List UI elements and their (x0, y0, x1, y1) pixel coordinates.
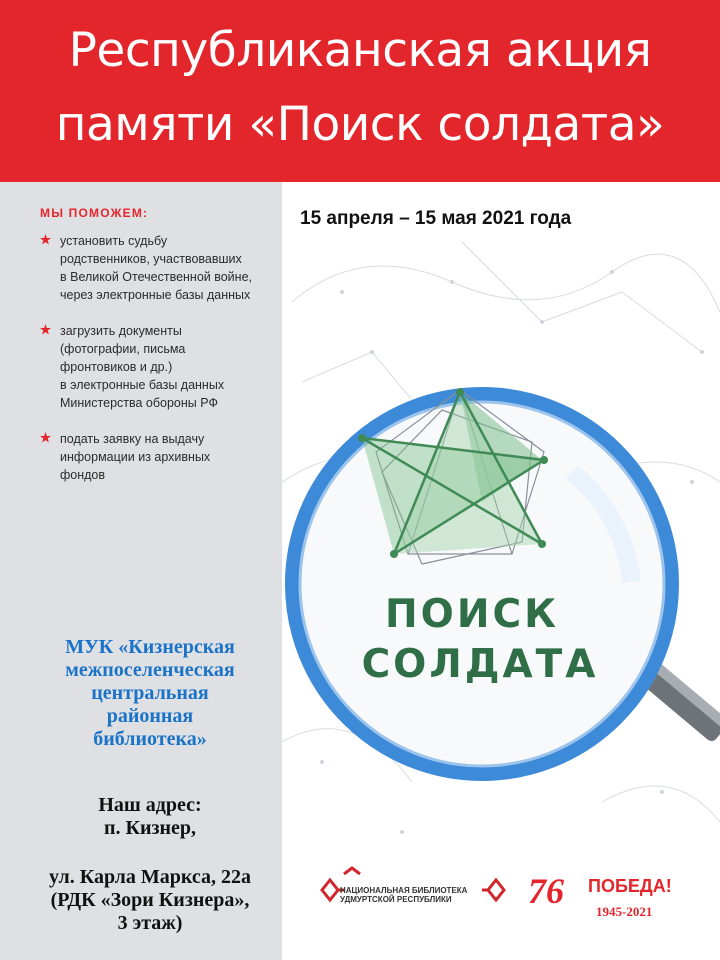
help-item-text: подать заявку на выдачу информации из архивных фондов (60, 432, 211, 482)
title-line-2: памяти «Поиск солдата» (55, 97, 665, 152)
page-title (0, 14, 720, 162)
library-name: МУК «Кизнерская межпоселенческая центральная районная библиотека» (65, 636, 235, 750)
help-item-text: установить судьбу родственников, участвовавших в Великой Отечественной войне, через электронные базы данных (60, 234, 252, 302)
brand-logo-line-2: СОЛДАТА (361, 642, 599, 687)
star-map-illustration (282, 182, 720, 960)
star-bullet-icon (40, 432, 51, 443)
title-line-1: Республиканская акция (68, 23, 652, 78)
victory-years: 1945-2021 (596, 904, 653, 919)
header-banner (0, 0, 720, 182)
help-heading: МЫ ПОМОЖЕМ: (40, 206, 149, 220)
star-bullet-icon (40, 324, 51, 335)
help-item-text: загрузить документы (фотографии, письма фронтовиков и др.) в электронные базы данных Министерства обороны РФ (60, 324, 225, 410)
star-bullet-icon (40, 234, 51, 245)
address-block: Наш адрес: п. Кизнер, (98, 794, 202, 839)
address-street: ул. Карла Маркса, 22а (РДК «Зори Кизнера», 3 этаж) (49, 866, 251, 934)
library-logo-text: НАЦИОНАЛЬНАЯ БИБЛИОТЕКА УДМУРТСКОЙ РЕСПУБЛИКИ (340, 886, 468, 904)
victory-label: ПОБЕДА! (588, 876, 672, 896)
event-dates: 15 апреля – 15 мая 2021 года (300, 208, 572, 229)
brand-logo-line-1: ПОИСК (385, 592, 559, 637)
poster-artwork (282, 182, 720, 960)
victory-anniversary-number: 76 (528, 871, 564, 911)
